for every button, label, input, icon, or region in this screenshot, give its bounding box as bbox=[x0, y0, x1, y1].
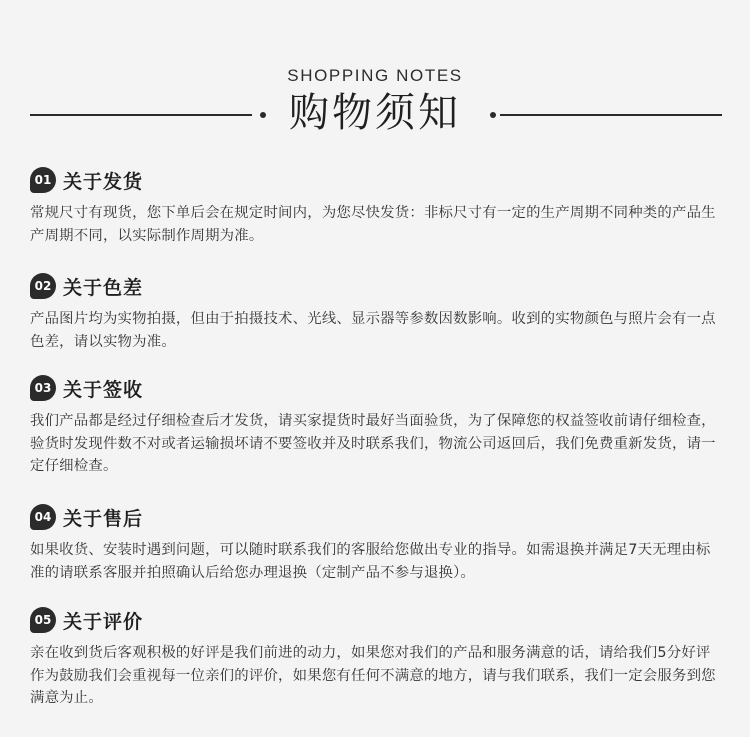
section-title: 关于发货 bbox=[63, 170, 144, 193]
section-color-difference bbox=[30, 272, 724, 353]
header-dot-right bbox=[490, 112, 496, 118]
section-header bbox=[30, 272, 724, 300]
section-header bbox=[30, 166, 724, 194]
section-title: 关于售后 bbox=[63, 507, 144, 530]
section-number-badge: 01 bbox=[30, 167, 56, 193]
section-body: 产品图片均为实物拍摄，但由于拍摄技术、光线、显示器等参数因数影响。收到的实物颜色与照片会有一点色差，请以实物为准。 bbox=[30, 311, 716, 350]
section-header bbox=[30, 503, 724, 531]
section-receipt bbox=[30, 374, 724, 478]
section-header bbox=[30, 374, 724, 402]
page-title: 购物须知 bbox=[289, 90, 461, 136]
section-body: 如果收货、安装时遇到问题，可以随时联系我们的客服给您做出专业的指导。如需退换并满足7天无理由标准的请联系客服并拍照确认后给您办理退换（定制产品不参与退换）。 bbox=[30, 542, 711, 581]
section-header bbox=[30, 606, 724, 634]
section-title: 关于评价 bbox=[63, 610, 144, 633]
section-title: 关于签收 bbox=[63, 378, 144, 401]
page-subtitle: SHOPPING NOTES bbox=[287, 66, 463, 85]
section-shipping bbox=[30, 166, 724, 247]
section-body: 我们产品都是经过仔细检查后才发货，请买家提货时最好当面验货，为了保障您的权益签收前请仔细检查，验货时发现件数不对或者运输损坏请不要签收并及时联系我们，物流公司返回后，我们免费重新发货，请一定仔细检查。 bbox=[30, 413, 716, 474]
header-rule-right bbox=[500, 114, 722, 116]
section-after-sales bbox=[30, 503, 724, 584]
section-body: 常规尺寸有现货，您下单后会在规定时间内，为您尽快发货：非标尺寸有一定的生产周期不同种类的产品生产周期不同，以实际制作周期为准。 bbox=[30, 205, 716, 244]
section-body: 亲在收到货后客观积极的好评是我们前进的动力，如果您对我们的产品和服务满意的话，请给我们5分好评作为鼓励我们会重视每一位亲们的评价，如果您有任何不满意的地方，请与我们联系，我们一定会服务到您满意为止。 bbox=[30, 645, 716, 706]
section-title: 关于色差 bbox=[63, 276, 144, 299]
section-number-badge: 02 bbox=[30, 273, 56, 299]
section-number-badge: 05 bbox=[30, 607, 56, 633]
section-number-badge: 03 bbox=[30, 375, 56, 401]
section-number-badge: 04 bbox=[30, 504, 56, 530]
page-header bbox=[0, 62, 750, 142]
section-reviews bbox=[30, 606, 724, 710]
